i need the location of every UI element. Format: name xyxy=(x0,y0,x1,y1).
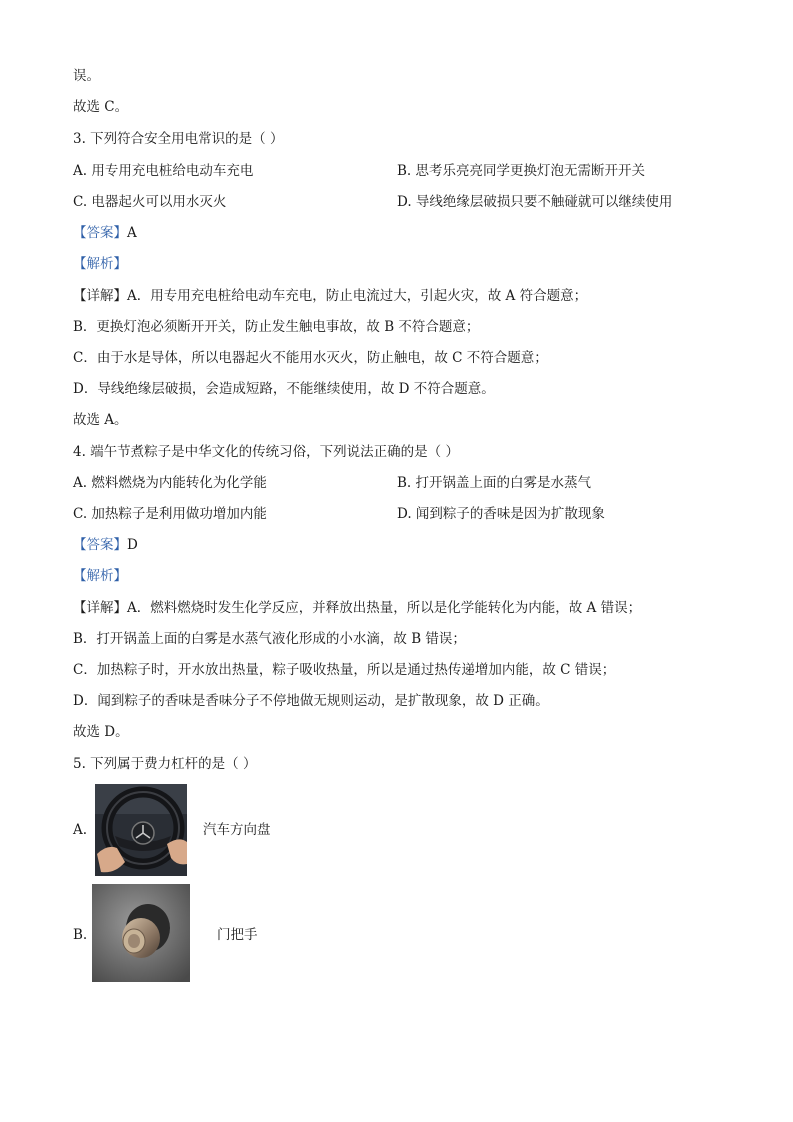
q4-option-a: A. 燃料燃烧为内能转化为化学能 xyxy=(73,475,267,491)
q3-option-d: D. 导线绝缘层破损只要不触碰就可以继续使用 xyxy=(397,194,673,210)
q3-detail-4: D．导线绝缘层破损，会造成短路，不能继续使用，故 D 不符合题意。 xyxy=(73,381,495,397)
q4-analysis-tag: 【解析】 xyxy=(73,568,127,584)
detail-tag: 【详解】 xyxy=(73,288,127,304)
q3-choice: 故选 A。 xyxy=(73,412,128,428)
q4-option-b: B. 打开锅盖上面的白雾是水蒸气 xyxy=(397,475,592,491)
q5-option-b-letter: B. xyxy=(73,927,88,943)
q4-detail-2: B．打开锅盖上面的白雾是水蒸气液化形成的小水滴，故 B 错误； xyxy=(73,631,466,647)
q3-stem: 3. 下列符合安全用电常识的是（ ） xyxy=(73,131,284,147)
q3-option-b: B. 思考乐亮亮同学更换灯泡无需断开开关 xyxy=(397,163,646,179)
text-tail: 误。 xyxy=(73,68,100,84)
q3-detail-3: C．由于水是导体，所以电器起火不能用水灭火，防止触电，故 C 不符合题意； xyxy=(73,350,548,366)
q4-option-c: C. 加热粽子是利用做功增加内能 xyxy=(73,506,267,522)
answer-value: D xyxy=(127,537,138,553)
answer-tag: 【答案】 xyxy=(73,537,127,553)
q3-option-c: C. 电器起火可以用水灭火 xyxy=(73,194,227,210)
answer-tag: 【答案】 xyxy=(73,225,127,241)
q3-option-a: A. 用专用充电桩给电动车充电 xyxy=(73,163,254,179)
q4-option-d: D. 闻到粽子的香味是因为扩散现象 xyxy=(397,506,605,522)
q4-detail-3: C．加热粽子时，开水放出热量，粽子吸收热量，所以是通过热传递增加内能，故 C 错误； xyxy=(73,662,616,678)
prev-choice: 故选 C。 xyxy=(73,99,129,115)
answer-value: A xyxy=(127,225,137,241)
q4-stem: 4. 端午节煮粽子是中华文化的传统习俗，下列说法正确的是（ ） xyxy=(73,444,459,460)
q4-answer xyxy=(73,535,138,555)
q4-detail-1 xyxy=(73,598,641,618)
q4-choice: 故选 D。 xyxy=(73,724,129,740)
q5-option-a-caption: 汽车方向盘 xyxy=(203,822,271,838)
q5-option-b-caption: 门把手 xyxy=(217,927,258,943)
door-knob-photo xyxy=(92,884,190,982)
q3-detail-1 xyxy=(73,286,587,306)
q3-answer xyxy=(73,223,137,243)
q4-detail-4: D．闻到粽子的香味是香味分子不停地做无规则运动，是扩散现象，故 D 正确。 xyxy=(73,693,549,709)
detail-tag: 【详解】 xyxy=(73,600,127,616)
q5-option-a-letter: A. xyxy=(73,822,88,838)
detail-text: A．用专用充电桩给电动车充电，防止电流过大，引起火灾，故 A 符合题意； xyxy=(127,288,588,304)
q3-analysis-tag: 【解析】 xyxy=(73,256,127,272)
steering-wheel-photo xyxy=(95,784,187,876)
q5-stem: 5. 下列属于费力杠杆的是（ ） xyxy=(73,756,257,772)
detail-text: A．燃料燃烧时发生化学反应，并释放出热量，所以是化学能转化为内能，故 A 错误； xyxy=(127,600,642,616)
q3-detail-2: B．更换灯泡必须断开开关，防止发生触电事故，故 B 不符合题意； xyxy=(73,319,480,335)
